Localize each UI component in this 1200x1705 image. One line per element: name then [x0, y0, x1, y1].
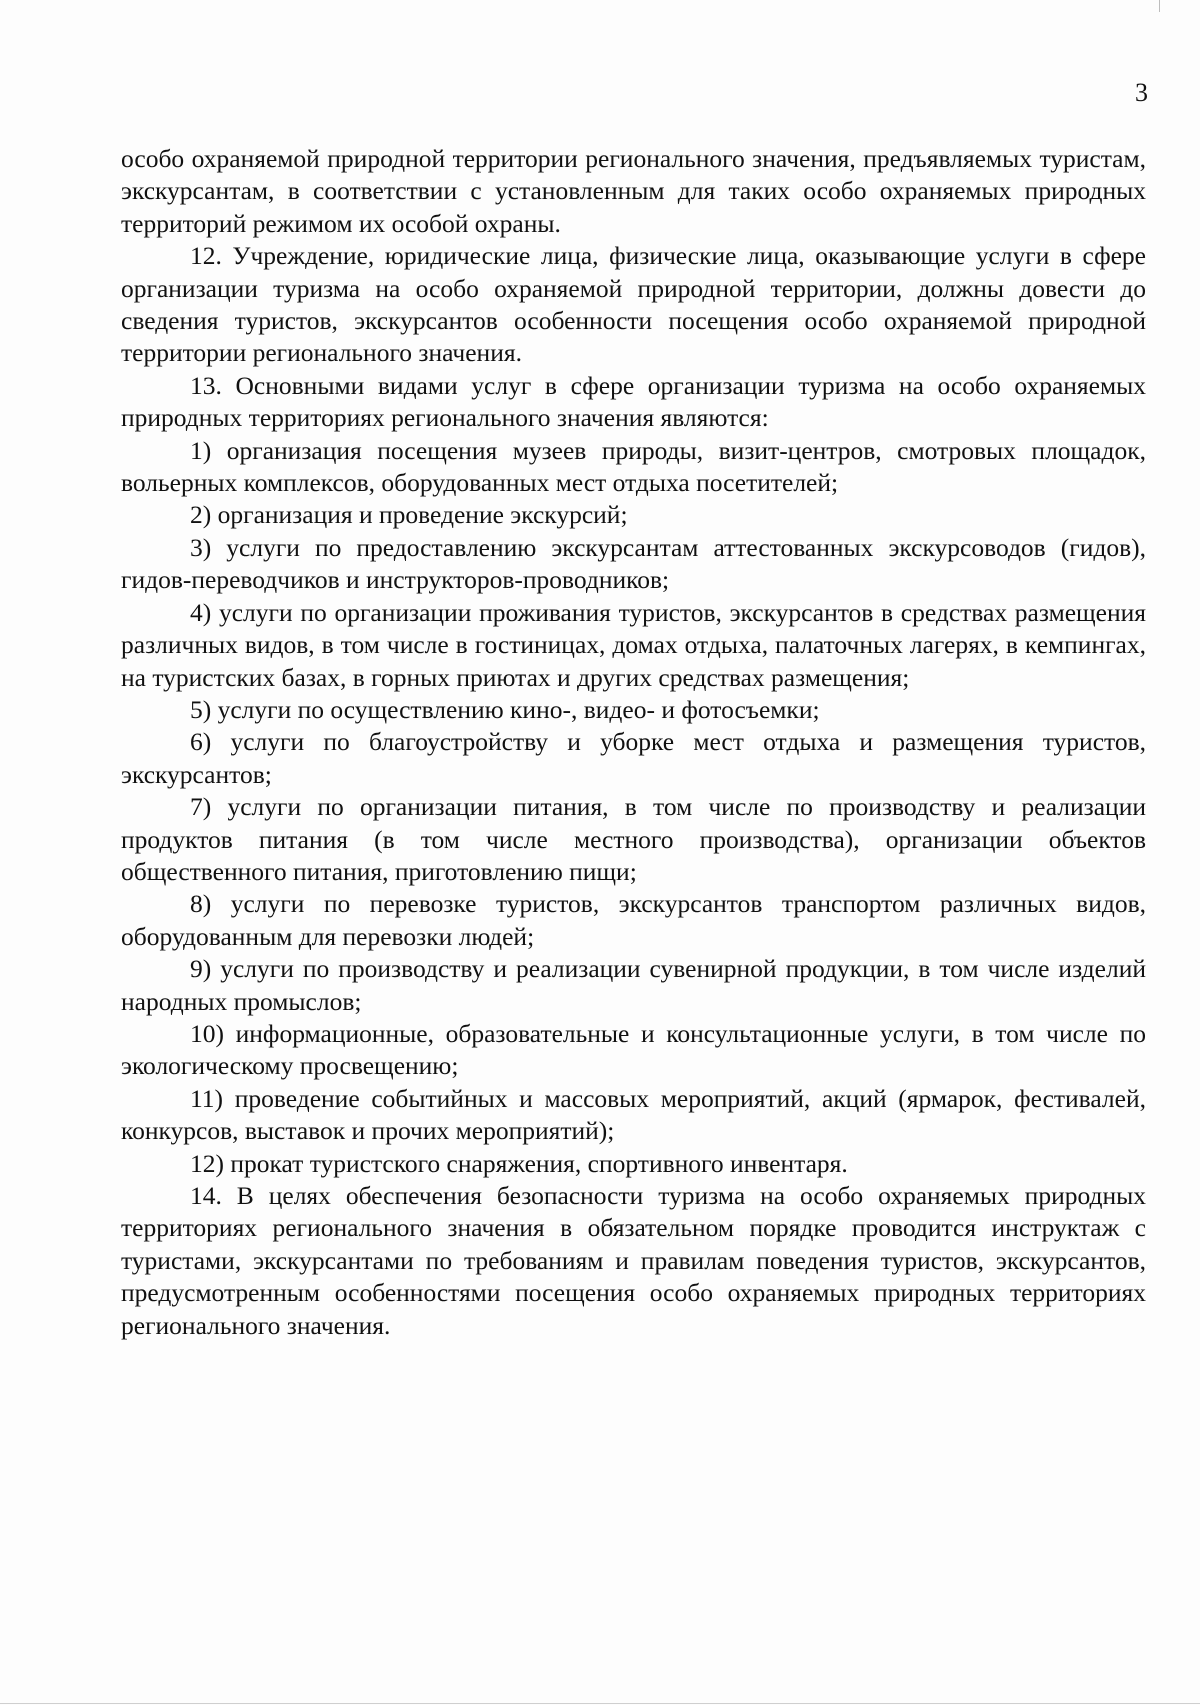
list-item-4: 4) услуги по организации проживания туристов, экскурсантов в средствах размещения различных видов, в том числе в гостиницах, домах отдыха, палаточных лагерях, в кемпингах, на туристских базах, в горных приютах и других средствах размещения;	[121, 597, 1146, 692]
list-item-5: 5) услуги по осуществлению кино-, видео- и фотосъемки;	[190, 694, 820, 724]
list-item-9: 9) услуги по производству и реализации сувенирной продукции, в том числе изделий народных промыслов;	[121, 954, 1146, 1016]
paragraph-item-13: 13. Основными видами услуг в сфере организации туризма на особо охраняемых природных территориях регионального значения являются:	[121, 370, 1146, 433]
scan-edge-mark	[1159, 0, 1160, 12]
list-item-7: 7) услуги по организации питания, в том числе по производству и реализации продуктов питания (в том числе местного производства), организации объектов общественного питания, приготовлению пищи;	[121, 792, 1146, 886]
list-item-2: 2) организация и проведение экскурсий;	[190, 500, 628, 530]
list-item-6: 6) услуги по благоустройству и уборке мест отдыха и размещения туристов, экскурсантов;	[121, 727, 1146, 789]
list-item-12: 12) прокат туристского снаряжения, спортивного инвентаря.	[190, 1148, 848, 1178]
paragraph-item-14: 14. В целях обеспечения безопасности туризма на особо охраняемых природных территориях регионального значения в обязательном порядке проводится инструктаж с туристами, экскурсантами по требованиям и правилам поведения туристов, экскурсантов, предусмотренным особенностями посещения особо охраняемых природных территориях регионального значения.	[121, 1181, 1146, 1340]
list-item-8: 8) услуги по перевозке туристов, экскурсантов транспортом различных видов, оборудованным для перевозки людей;	[121, 889, 1146, 951]
list-item-10: 10) информационные, образовательные и консультационные услуги, в том числе по экологическому просвещению;	[121, 1018, 1146, 1081]
paragraph-continuation: особо охраняемой природной территории регионального значения, предъявляемых туристам, экскурсантам, в соответствии с установленным для таких особо охраняемых природных территорий режимом их особой охраны.	[121, 144, 1146, 238]
scan-edge-line	[0, 1703, 1200, 1704]
list-item-11: 11) проведение событийных и массовых мероприятий, акций (ярмарок, фестивалей, конкурсов, выставок и прочих мероприятий);	[121, 1083, 1146, 1146]
document-body	[121, 143, 1146, 1342]
paragraph-item-12: 12. Учреждение, юридические лица, физические лица, оказывающие услуги в сфере организации туризма на особо охраняемой природной территории, должны довести до сведения туристов, экскурсантов особенности посещения особо охраняемой природной территории регионального значения.	[121, 241, 1146, 368]
list-item-1: 1) организация посещения музеев природы, визит-центров, смотровых площадок, вольерных комплексов, оборудованных мест отдыха посетителей;	[121, 435, 1146, 498]
list-item-3: 3) услуги по предоставлению экскурсантам аттестованных экскурсоводов (гидов), гидов-переводчиков и инструкторов-проводников;	[121, 532, 1146, 595]
page-number: 3	[1135, 78, 1148, 107]
